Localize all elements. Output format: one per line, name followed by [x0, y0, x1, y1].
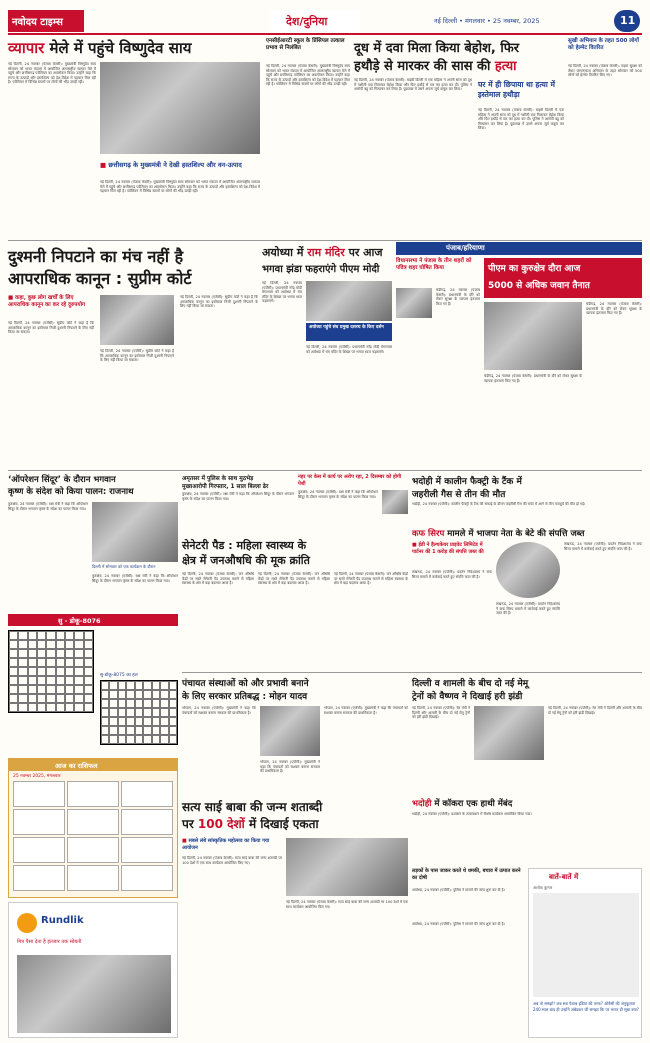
delhi-shamli-body-1: नई दिल्ली, 24 नवम्बर (एजेंसी): रेल मंत्री ने दिल्ली और शामली के बीच दो नई मेमू ट्रेनों को हरी झंडी दिखाई।	[412, 706, 470, 720]
sai-body-1: नई दिल्ली, 24 नवम्बर (पंजाब केसरी): सत्य साई बाबा की जन्म शताब्दी पर 100 देशों में एक साथ कार्यक्रम आयोजित किए गए।	[182, 856, 282, 865]
cough-body-1: लखनऊ, 24 नवम्बर (एजेंसी): प्रवर्तन निदेशालय ने कफ सिरप मामले में कार्रवाई करते हुए संपत्ति जब्त की है।	[412, 570, 492, 579]
brand-box	[8, 10, 84, 32]
rule-row1	[8, 240, 642, 241]
sanitary-headline-1: सेनेटरी पैड : महिला स्वास्थ्य के	[182, 539, 307, 552]
cough-bullet	[412, 542, 492, 555]
delhi-shamli-body-2: नई दिल्ली, 24 नवम्बर (एजेंसी): रेल मंत्री ने दिल्ली और शामली के बीच दो नई मेमू ट्रेनों को हरी झंडी दिखाई।	[548, 706, 642, 715]
doodh-headline-red: हत्या	[494, 59, 517, 74]
article-sukhi	[568, 38, 642, 238]
panchayat-photo	[260, 706, 320, 756]
rule-row3	[182, 672, 642, 673]
rule-row2	[8, 470, 642, 471]
bhadohi-cap-headline-red: भदोही	[412, 799, 432, 809]
sudoku-answer-label: सु-डोकू-8075 का हल	[100, 673, 138, 678]
sai-bullet	[182, 838, 282, 851]
punjab-headline-1: पीएम का कुरुक्षेत्र दौरा आज	[488, 264, 581, 274]
date-line: नई दिल्ली • मंगलवार • 25 नवम्बर, 2025	[434, 17, 540, 25]
delhi-shamli-headline-2: ट्रेनों को वैष्णव ने दिखाई हरी झंडी	[412, 692, 523, 702]
ayodhya-headline-1	[262, 245, 383, 260]
article-operation	[8, 474, 178, 610]
operation-body-1: कुरुक्षेत्र, 24 नवम्बर (एजेंसी): रक्षा मंत्री ने कहा कि ऑपरेशन सिंदूर के दौरान भगवान कृष्ण के संदेश का पालन किया गया।	[8, 502, 88, 511]
article-nahar	[298, 474, 408, 534]
article-sanitary	[182, 538, 408, 668]
cough-bullet-text: ईडी ने हैल्थकेयर प्राइवेट लिमिटेड में पार्टनर की 1 करोड़ की संपत्ति जब्त की	[412, 542, 484, 555]
sudoku-answer-grid	[100, 680, 178, 745]
amritsar-body: कुरुक्षेत्र, 24 नवम्बर (एजेंसी): रक्षा मंत्री ने कहा कि ऑपरेशन सिंदूर के दौरान भगवान कृष्ण के संदेश का पालन किया गया।	[182, 492, 294, 501]
nahar-body: कुरुक्षेत्र, 24 नवम्बर (एजेंसी): रक्षा मंत्री ने कहा कि ऑपरेशन सिंदूर के दौरान भगवान कृष्ण के संदेश का पालन किया गया।	[298, 490, 378, 499]
section-tab	[270, 10, 360, 32]
ad-brand: Rundlik	[41, 915, 84, 926]
delhi-shamli-photo	[474, 706, 544, 760]
ayodhya-headline-red: राम मंदिर	[307, 246, 345, 259]
sudoku-box	[8, 614, 178, 754]
brand-name: नवोदय टाइम्स	[12, 17, 63, 28]
rashifal-grid	[13, 781, 173, 891]
ayodhya-headline-part-3: पर आज	[344, 246, 383, 259]
bhadohi-body: भदोही, 24 नवम्बर (एजेंसी): कालीन फैक्ट्री के टैंक की सफाई के दौरान जहरीली गैस की चपेट में आने से तीन मजदूरों की मौत हो गई।	[412, 502, 586, 506]
article-dushmani	[8, 245, 258, 467]
dushmani-headline-1: दुश्मनी निपटाने का मंच नहीं है	[8, 247, 184, 266]
article-school	[266, 38, 350, 238]
vyapar-photo	[100, 62, 260, 154]
cough-headline	[412, 528, 585, 539]
ayodhya-photo	[306, 281, 392, 321]
doodh-side-headline: घर में ही छिपाया था हत्या में इस्तेमाल हथौड़ा	[478, 80, 555, 99]
bhadohi-cap-headline	[412, 798, 512, 809]
amritsar-headline-2: मुख्यआरोपी गिरफ्तार, 1 साल बिल्ला ढेर	[182, 484, 269, 490]
punjab-body-2: चंडीगढ़, 24 नवम्बर (पंजाब केसरी): प्रधानमंत्री के दौरे को लेकर सुरक्षा के व्यापक इंतजाम किए गए हैं।	[586, 302, 642, 316]
delhi-shamli-headline-1: दिल्ली व शामली के बीच दो नई मेमू	[412, 679, 529, 689]
supreme-court-photo	[100, 295, 174, 345]
cartoon-caption: अब तो समझो! जब सब पेशाब इंडिया की तरफ? ओवैसी की अनुकूलता 240 साल बाद ही उन्होंने अंबेडकर जी समझा कि पर भारत ही सूबा क्या?	[533, 1001, 639, 1012]
sai-bullet-text: सबसे लंबे सांस्कृतिक महोत्सव का किया गया आयोजन	[182, 838, 270, 851]
sanitary-body-3: नई दिल्ली, 24 नवम्बर (पंजाब केसरी): जन औषधि केंद्रों पर सस्ते सेनेटरी पैड उपलब्ध कराने से महिला स्वास्थ्य के क्षेत्र में बड़ा बदलाव आया है।	[334, 572, 408, 586]
rashifal-box	[8, 758, 178, 898]
school-headline: एनसीईआरटी स्कूल के प्रिंसिपल तत्काल प्रभाव से निलंबित	[266, 38, 345, 51]
dushmani-bullet	[8, 295, 94, 309]
punjab-section-label	[396, 242, 642, 255]
ad-image	[17, 955, 171, 1033]
header-rule	[8, 33, 642, 35]
sanitary-headline-2: क्षेत्र में जनऔषधि की मूक क्रांति	[182, 554, 310, 567]
panchayat-headline-1: पंचायत संस्थाओं को और प्रभावी बनाने	[182, 679, 309, 689]
operation-headline-1: ‘ऑपरेशन सिंदूर’ के दौरान भगवान	[8, 475, 116, 485]
sai-headline-2	[182, 815, 319, 832]
ayodhya-small-headline: लड़कों के पास जाकर करते थे धमकी, बचाव में उत्पात करने का दोषी	[412, 868, 521, 881]
operation-photo	[92, 502, 178, 562]
punjab-photo	[396, 288, 432, 318]
article-amritsar	[182, 474, 294, 534]
operation-headline-2: कृष्ण के संदेश को किया पालन: राजनाथ	[8, 487, 134, 497]
punjab-sub-headline: विधानसभा ने पंजाब के तीन शहरों को पवित्र शहर घोषित किया	[396, 258, 472, 271]
ayodhya-headline-part-1: अयोध्या में	[262, 246, 308, 259]
sukhi-headline: सुखी अभियान के तहत 500 लोगों को हेल्मेट वितरित	[568, 38, 639, 51]
nahar-headline: नहर पर केस में कार्य पर अरोप रहा, 2 दिसम्बर को होगी पेशी	[298, 474, 402, 487]
amritsar-headline-1: अमृतसर में पुलिस के साथ मुठभेड़	[182, 476, 254, 482]
dushmani-bullet-text: कहा, कुछ लोग खर्चों के लिए आपराधिक कानून का कर रहे दुरुपयोग	[8, 295, 86, 308]
ad-logo-icon	[17, 913, 37, 933]
sanitary-body-1: नई दिल्ली, 24 नवम्बर (पंजाब केसरी): जन औषधि केंद्रों पर सस्ते सेनेटरी पैड उपलब्ध कराने से महिला स्वास्थ्य के क्षेत्र में बड़ा बदलाव आया है।	[182, 572, 254, 586]
doodh-body: नई दिल्ली, 24 नवम्बर (पंजाब केसरी): बाहरी दिल्ली में एक महिला ने अपनी सास को दूध में नशीली दवा मिलाकर बेहोश किया और फिर हथौड़े से वार कर हत्या कर दी। पुलिस ने आरोपी बहू को गिरफ्तार कर लिया है। पूछताछ में उसने अपना जुर्म कबूल कर लिया।	[354, 78, 472, 92]
bhadohi-cap-headline-rest: में कॉकरा एक हाथी मेंबंद	[431, 799, 513, 809]
punjab-headline-box	[484, 258, 642, 298]
cartoon-byline: अशोक कुमार	[533, 885, 553, 890]
chhattisgarh-subhead	[100, 160, 260, 169]
page-number-badge	[614, 10, 640, 32]
operation-caption: दिल्ली में सोमवार को एक कार्यक्रम के दौरान	[92, 564, 156, 569]
panchayat-headline-2: के लिए सरकार प्रतिबद्ध : मोहन यादव	[182, 692, 308, 702]
bhadohi-cap-body: भदोही, 24 नवम्बर (एजेंसी): प्रशासन के तत्वावधान में विशेष कार्यक्रम आयोजित किया गया।	[412, 812, 532, 816]
ayodhya-body-1: नई दिल्ली, 24 नवम्बर (एजेंसी): प्रधानमंत्री नरेंद्र मोदी मंगलवार को अयोध्या में राम मंदिर के शिखर पर भगवा ध्वज फहराएंगे।	[262, 281, 302, 304]
rashifal-title: आज का राशिफल	[55, 762, 98, 770]
article-punjab	[396, 258, 642, 468]
sukhi-body: नई दिल्ली, 24 नवम्बर (पंजाब केसरी): सड़क सुरक्षा को लेकर जागरूकता अभियान के तहत सोमवार को 500 लोगों को हेल्मेट वितरित किए गए।	[568, 64, 642, 78]
rashifal-title-bar	[9, 759, 177, 771]
article-panchayat	[182, 676, 408, 794]
dushmani-body-2: नई दिल्ली, 24 नवम्बर (एजेंसी): सुप्रीम कोर्ट ने कहा है कि आपराधिक कानून का इस्तेमाल निजी दुश्मनी निपटाने के लिए नहीं किया जा सकता।	[100, 349, 174, 363]
cough-headline-rest: मामले में भाजपा नेता के बेटे की संपत्ति जब्त	[444, 529, 585, 539]
cough-body-2: लखनऊ, 24 नवम्बर (एजेंसी): प्रवर्तन निदेशालय ने कफ सिरप मामले में कार्रवाई करते हुए संपत्ति जब्त की है।	[496, 602, 560, 616]
dushmani-body-3: नई दिल्ली, 24 नवम्बर (एजेंसी): सुप्रीम कोर्ट ने कहा है कि आपराधिक कानून का इस्तेमाल निजी दुश्मनी निपटाने के लिए नहीं किया जा सकता।	[180, 295, 258, 309]
doodh-side-body: नई दिल्ली, 24 नवम्बर (पंजाब केसरी): बाहरी दिल्ली में एक महिला ने अपनी सास को दूध में नशीली दवा मिलाकर बेहोश किया और फिर हथौड़े से वार कर हत्या कर दी। पुलिस ने आरोपी बहू को गिरफ्तार कर लिया है। पूछताछ में उसने अपना जुर्म कबूल कर लिया।	[478, 108, 564, 131]
school-body: नई दिल्ली, 24 नवम्बर (पंजाब केसरी): मुख्यमंत्री विष्णुदेव साय सोमवार को भारत मंडपम में आयोजित अंतरराष्ट्रीय व्यापार मेले में पहुंचे और छत्तीसगढ़ पवेलियन का अवलोकन किया। उन्होंने कहा कि राज्य के उत्पादों और हस्तशिल्प को देश-विदेश में पहचान मिल रही है। पवेलियन में विभिन्न स्टालों पर लोगों की भीड़ उमड़ी रही।	[266, 64, 350, 87]
advertisement[interactable]	[8, 902, 178, 1038]
pm-photo	[484, 302, 582, 370]
ayodhya-headline-2: भगवा झंडा फहराएंगे पीएम मोदी	[262, 264, 380, 275]
operation-body-2: कुरुक्षेत्र, 24 नवम्बर (एजेंसी): रक्षा मंत्री ने कहा कि ऑपरेशन सिंदूर के दौरान भगवान कृष्ण के संदेश का पालन किया गया।	[92, 574, 178, 583]
doodh-headline-2-text: हथौड़े से मारकर की सास की	[354, 59, 495, 74]
article-delhi-shamli	[412, 676, 642, 794]
bhadohi-headline-2: जहरीली गैस से तीन की मौत	[412, 490, 506, 500]
panchayat-body-3: भोपाल, 24 नवम्बर (एजेंसी): मुख्यमंत्री ने कहा कि पंचायतों को सशक्त बनाना सरकार की प्राथमिकता है।	[324, 706, 408, 715]
article-sai	[182, 798, 408, 1038]
chhattisgarh-body: नई दिल्ली, 24 नवम्बर (पंजाब केसरी): मुख्यमंत्री विष्णुदेव साय सोमवार को भारत मंडपम में आयोजित अंतरराष्ट्रीय व्यापार मेले में पहुंचे और छत्तीसगढ़ पवेलियन का अवलोकन किया। उन्होंने कहा कि राज्य के उत्पादों और हस्तशिल्प को देश-विदेश में पहचान मिल रही है। पवेलियन में विभिन्न स्टालों पर लोगों की भीड़ उमड़ी रही।	[100, 180, 260, 194]
vyapar-headline	[8, 38, 260, 58]
dushmani-body-1: नई दिल्ली, 24 नवम्बर (एजेंसी): सुप्रीम कोर्ट ने कहा है कि आपराधिक कानून का इस्तेमाल निजी दुश्मनी निपटाने के लिए नहीं किया जा सकता।	[8, 321, 94, 335]
rashifal-date: 25 नवम्बर 2025, मंगलवार	[13, 774, 61, 779]
article-cough	[412, 528, 642, 668]
vyapar-body: नई दिल्ली, 24 नवम्बर (पंजाब केसरी): मुख्यमंत्री विष्णुदेव साय सोमवार को भारत मंडपम में आयोजित अंतरराष्ट्रीय व्यापार मेले में पहुंचे और छत्तीसगढ़ पवेलियन का अवलोकन किया। उन्होंने कहा कि राज्य के उत्पादों और हस्तशिल्प को देश-विदेश में पहचान मिल रही है। पवेलियन में विभिन्न स्टालों पर लोगों की भीड़ उमड़ी रही।	[8, 62, 96, 85]
vyapar-headline-rest: मेले में पहुंचे विष्णुदेव साय	[44, 39, 192, 57]
ayodhya-body-2: नई दिल्ली, 24 नवम्बर (एजेंसी): प्रधानमंत्री नरेंद्र मोदी मंगलवार को अयोध्या में राम मंदिर के शिखर पर भगवा ध्वज फहराएंगे।	[306, 345, 392, 354]
cough-headline-red: कफ सिरप	[412, 529, 445, 539]
article-ayodhya	[262, 245, 392, 467]
sanitary-body-2: नई दिल्ली, 24 नवम्बर (पंजाब केसरी): जन औषधि केंद्रों पर सस्ते सेनेटरी पैड उपलब्ध कराने से महिला स्वास्थ्य के क्षेत्र में बड़ा बदलाव आया है।	[258, 572, 330, 586]
cough-photo	[496, 542, 560, 598]
sai-headline-part-3: में दिखाई एकता	[244, 817, 319, 831]
sudoku-title: सु - डोकू-8076	[58, 617, 101, 625]
sudoku-grid[interactable]	[8, 630, 94, 713]
sai-headline-part-1: पर	[182, 817, 198, 831]
ad-line: मित्र पैसा देता है इंतजार तक सोबती	[17, 939, 82, 945]
sai-body-2: नई दिल्ली, 24 नवम्बर (पंजाब केसरी): सत्य साई बाबा की जन्म शताब्दी पर 100 देशों में एक साथ कार्यक्रम आयोजित किए गए।	[286, 900, 408, 909]
panchayat-body-2: भोपाल, 24 नवम्बर (एजेंसी): मुख्यमंत्री ने कहा कि पंचायतों को सशक्त बनाना सरकार की प्राथमिकता है।	[260, 760, 320, 774]
vyapar-headline-red: व्यापार	[8, 39, 45, 57]
cough-body-3: लखनऊ, 24 नवम्बर (एजेंसी): प्रवर्तन निदेशालय ने कफ सिरप मामले में कार्रवाई करते हुए संपत्ति जब्त की है।	[564, 542, 642, 551]
bhadohi-headline-1: भदोही में कालीन फैक्ट्री के टैंक में	[412, 477, 522, 487]
punjab-body-3: चंडीगढ़, 24 नवम्बर (पंजाब केसरी): प्रधानमंत्री के दौरे को लेकर सुरक्षा के व्यापक इंतजाम किए गए हैं।	[484, 374, 582, 383]
section-title: देश/दुनिया	[286, 15, 328, 28]
doodh-headline-2	[354, 56, 516, 74]
chhattisgarh-subhead-text: छत्तीसगढ़ के मुख्यमंत्री ने देखी हस्तशिल्प और वन-उत्पाद	[108, 161, 242, 169]
cartoon-drawing	[533, 893, 639, 997]
dushmani-headline-2: आपराधिक कानून : सुप्रीम कोर्ट	[8, 269, 192, 288]
article-doodh	[354, 38, 564, 238]
ayodhya-caption-box	[306, 323, 392, 341]
punjab-body-1: चंडीगढ़, 24 नवम्बर (पंजाब केसरी): प्रधानमंत्री के दौरे को लेकर सुरक्षा के व्यापक इंतजाम किए गए हैं।	[436, 288, 480, 306]
cartoon-title: बातें-बातें में	[549, 873, 579, 881]
punjab-headline-2: 5000 से अधिक जवान तैनात	[488, 281, 590, 291]
doodh-headline-1: दूध में दवा मिला किया बेहोश, फिर	[354, 41, 520, 56]
article-vyapar	[8, 38, 260, 238]
article-bhadohi	[412, 474, 642, 526]
sudoku-title-bar	[8, 614, 178, 626]
sai-headline-1: सत्य साई बाबा की जन्म शताब्दी	[182, 800, 323, 814]
page-number: 11	[620, 14, 636, 27]
masthead	[8, 10, 642, 32]
sai-headline-red: 100 देशों	[197, 817, 245, 831]
cartoon-baatein	[528, 868, 642, 1038]
article-ayodhya-small-body-2: अयोध्या, 24 नवम्बर (एजेंसी): पुलिस ने मामले की जांच शुरू कर दी है।	[412, 922, 505, 926]
panchayat-body-1: भोपाल, 24 नवम्बर (एजेंसी): मुख्यमंत्री ने कहा कि पंचायतों को सशक्त बनाना सरकार की प्राथमिकता है।	[182, 706, 256, 715]
nahar-photo	[382, 490, 408, 514]
sai-photo	[286, 838, 408, 896]
ayodhya-caption: अयोध्या पहुंचे संघ प्रमुख दशरथ के किए दर्शन	[309, 325, 384, 330]
ayodhya-small-body: अयोध्या, 24 नवम्बर (एजेंसी): पुलिस ने मामले की जांच शुरू कर दी है।	[412, 888, 505, 892]
punjab-section-text: पंजाब/हरियाणा	[446, 244, 485, 252]
